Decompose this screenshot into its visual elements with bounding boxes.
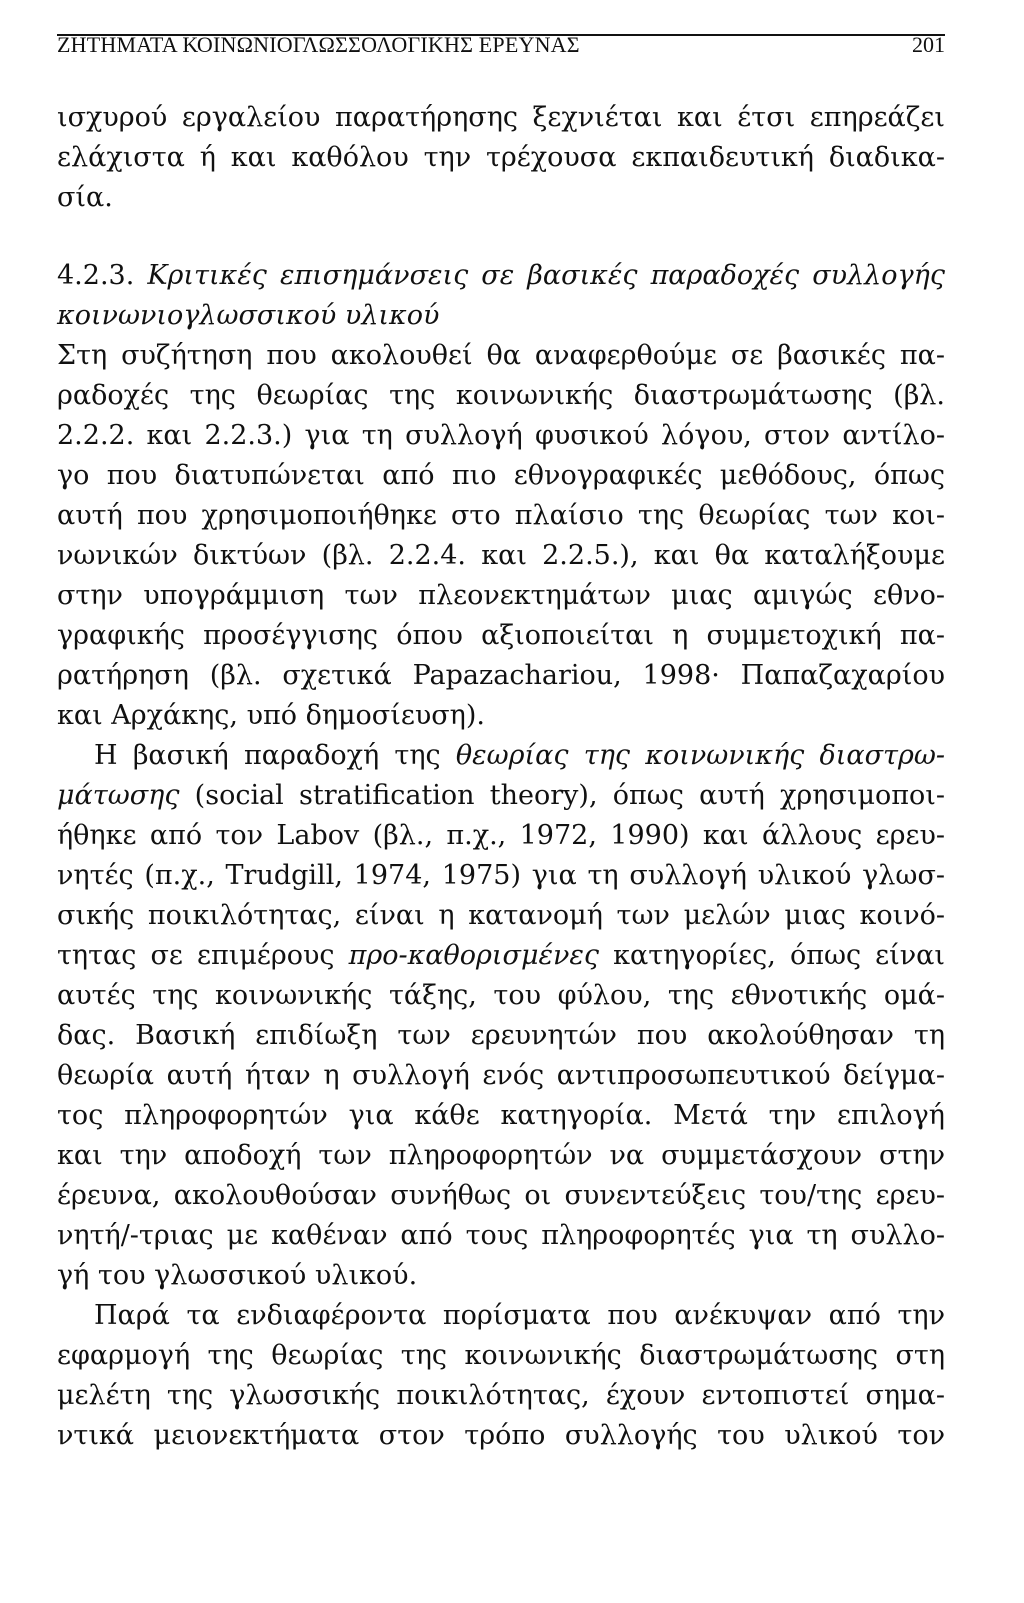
- text-line: και Αρχάκης, υπό δημοσίευση).: [57, 700, 485, 731]
- section-title: Κριτικές επισημάνσεις σε βασικές παραδοχές συλλογής: [147, 260, 945, 291]
- text-line: σικής ποικιλότητας, είναι η κατανομή των μελών μιας κοινό-: [57, 900, 945, 931]
- text-line: Στη συζήτηση που ακολουθεί θα αναφερθούμε σε βασικές πα-: [57, 340, 945, 371]
- text-line: ισχυρού εργαλείου παρατήρησης ξεχνιέται και έτσι επηρεάζει: [57, 102, 945, 133]
- italic-term: μάτωσης: [57, 780, 180, 811]
- text-line: ήθηκε από τον Labov (βλ., π.χ., 1972, 1990) και άλλους ερευ-: [57, 820, 945, 851]
- running-head-title: ΖΗΤΗΜΑΤΑ ΚΟΙΝΩΝΙΟΓΛΩΣΣΟΛΟΓΙΚΗΣ ΕΡΕΥΝΑΣ: [57, 32, 580, 57]
- text-line: τος πληροφορητών για κάθε κατηγορία. Μετά την επιλογή: [57, 1100, 945, 1131]
- text-line: στην υπογράμμιση των πλεονεκτημάτων μιας αμιγώς εθνο-: [57, 580, 945, 611]
- text-line: και την αποδοχή των πληροφορητών να συμμετάσχουν στην: [57, 1140, 945, 1171]
- text-line: ντικά μειονεκτήματα στον τρόπο συλλογής του υλικού τον: [57, 1420, 945, 1451]
- text-run: (social stratification theory), όπως αυτή χρησιμοποι-: [179, 780, 945, 811]
- section-title-cont: κοινωνιογλωσσικού υλικού: [57, 300, 440, 331]
- page-number: 201: [912, 32, 945, 57]
- text-run: κατηγορίες, όπως είναι: [599, 940, 945, 971]
- text-line: νητές (π.χ., Trudgill, 1974, 1975) για τη συλλογή υλικού γλωσ-: [57, 860, 945, 891]
- italic-term: θεωρίας της κοινωνικής διαστρω-: [455, 740, 945, 771]
- text-line: ελάχιστα ή και καθόλου την τρέχουσα εκπαιδευτική διαδικα-: [57, 142, 945, 173]
- text-line: [94, 738, 945, 774]
- section-heading: [57, 258, 945, 294]
- text-line: [57, 778, 945, 814]
- text-line: μελέτη της γλωσσικής ποικιλότητας, έχουν εντοπιστεί σημα-: [57, 1380, 945, 1411]
- text-line: ραδοχές της θεωρίας της κοινωνικής διαστρωμάτωσης (βλ.: [57, 380, 945, 411]
- text-line: [57, 938, 945, 974]
- text-line: 2.2.2. και 2.2.3.) για τη συλλογή φυσικού λόγου, στον αντίλο-: [57, 420, 945, 451]
- running-head: [57, 32, 945, 57]
- text-line: αυτές της κοινωνικής τάξης, του φύλου, της εθνοτικής ομά-: [57, 980, 945, 1011]
- italic-term: προ-καθορισμένες: [348, 940, 600, 971]
- text-line: εφαρμογή της θεωρίας της κοινωνικής διαστρωμάτωσης στη: [57, 1340, 945, 1371]
- text-run: Η βασική παραδοχή της: [94, 740, 456, 771]
- text-line: γραφικής προσέγγισης όπου αξιοποιείται η συμμετοχική πα-: [57, 620, 945, 651]
- text-line: θεωρία αυτή ήταν η συλλογή ενός αντιπροσωπευτικού δείγμα-: [57, 1060, 945, 1091]
- text-line: νητή/-τριας με καθέναν από τους πληροφορητές για τη συλλο-: [57, 1220, 945, 1251]
- text-line: Παρά τα ενδιαφέροντα πορίσματα που ανέκυψαν από την: [94, 1300, 945, 1331]
- text-line: γή του γλωσσικού υλικού.: [57, 1260, 418, 1291]
- text-line: έρευνα, ακολουθούσαν συνήθως οι συνεντεύξεις του/της ερευ-: [57, 1180, 945, 1211]
- text-line: ρατήρηση (βλ. σχετικά Papazachariou, 1998· Παπαζαχαρίου: [57, 660, 945, 691]
- text-line: γο που διατυπώνεται από πιο εθνογραφικές μεθόδους, όπως: [57, 460, 945, 491]
- text-run: τητας σε επιμέρους: [57, 940, 349, 971]
- text-line: σία.: [57, 182, 113, 213]
- text-line: αυτή που χρησιμοποιήθηκε στο πλαίσιο της θεωρίας των κοι-: [57, 500, 945, 531]
- text-line: νωνικών δικτύων (βλ. 2.2.4. και 2.2.5.), και θα καταλήξουμε: [57, 540, 945, 571]
- section-number: 4.2.3.: [57, 260, 135, 291]
- text-line: δας. Βασική επιδίωξη των ερευνητών που ακολούθησαν τη: [57, 1020, 945, 1051]
